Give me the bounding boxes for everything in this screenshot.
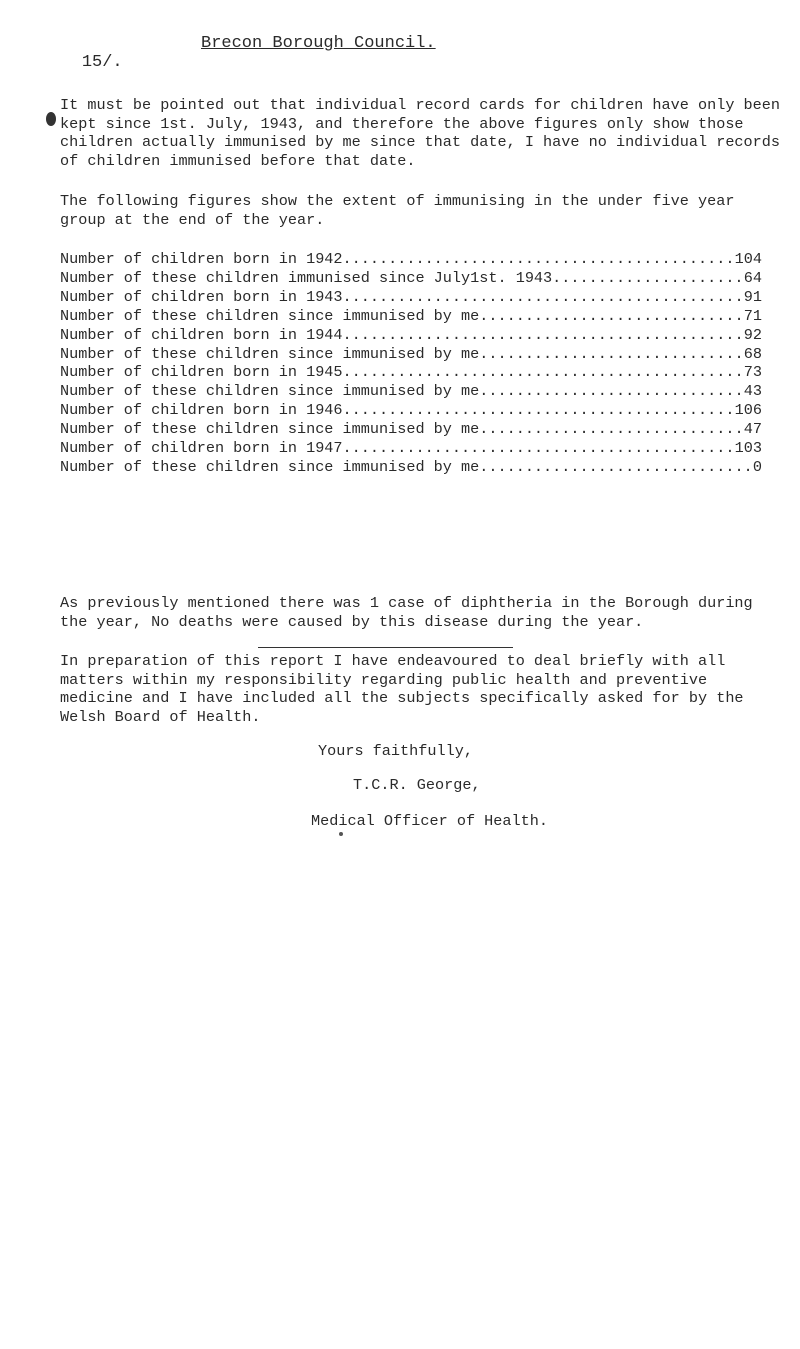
table-row — [60, 401, 762, 420]
council-name: Brecon Borough Council. — [201, 34, 436, 53]
dot-leader — [552, 269, 744, 288]
dot-leader — [479, 458, 753, 477]
row-value: 68 — [743, 344, 762, 363]
paragraph-record-cards: It must be pointed out that individual record cards for children have only been kept since 1st. July, 1943, and therefore the above figures only show those children actually immunised by me since that date, I have no individual records of children immunised before that date. — [60, 96, 781, 170]
paragraph-diphtheria: As previously mentioned there was 1 case of diphtheria in the Borough during the year, No deaths were caused by this disease during the year. — [60, 594, 753, 631]
row-value: 103 — [734, 439, 762, 458]
immunisation-figures-table — [60, 250, 762, 477]
table-row — [60, 269, 762, 288]
table-row — [60, 363, 762, 382]
dot-leader — [343, 326, 744, 345]
row-label: Number of children born in 1942 — [60, 250, 343, 268]
dot-leader — [343, 363, 744, 382]
table-row — [60, 307, 762, 326]
row-label: Number of these children since immunised by me — [60, 306, 480, 325]
table-row — [60, 250, 762, 269]
table-row — [60, 326, 762, 345]
row-label: Number of these children since immunised by me — [60, 382, 480, 401]
paragraph-preparation: In preparation of this report I have endeavoured to deal briefly with all matters within my responsibility regarding public health and preventive medicine and I have included all the subjects specifically asked for by the Welsh Board of Health. — [60, 652, 744, 726]
stray-mark — [339, 832, 343, 836]
row-label: Number of children born in 1945 — [60, 363, 343, 382]
row-label: Number of children born in 1943 — [60, 287, 343, 306]
row-value: 0 — [752, 457, 762, 476]
row-value: 47 — [743, 420, 762, 439]
row-value: 73 — [743, 363, 762, 382]
paragraph-figures-intro: The following figures show the extent of immunising in the under five year group at the end of the year. — [60, 192, 735, 229]
table-row — [60, 288, 762, 307]
table-row — [60, 382, 762, 401]
row-label: Number of these children since immunised by me — [60, 420, 480, 439]
row-value: 106 — [734, 401, 762, 420]
row-label: Number of these children immunised since July1st. 1943 — [60, 268, 553, 287]
row-value: 91 — [743, 287, 762, 306]
section-divider — [258, 647, 513, 648]
signatory-name: T.C.R. George, — [353, 776, 481, 794]
row-label: Number of children born in 1946 — [60, 401, 343, 420]
dot-leader — [479, 307, 744, 326]
page-number: 15/. — [81, 53, 123, 72]
row-value: 43 — [743, 382, 762, 401]
closing-line: Yours faithfully, — [318, 742, 473, 760]
row-label: Number of children born in 1947 — [60, 439, 343, 458]
row-label: Number of children born in 1944 — [60, 325, 343, 344]
row-value: 104 — [734, 250, 762, 268]
dot-leader — [479, 345, 744, 364]
dot-leader — [479, 420, 744, 439]
table-row — [60, 439, 762, 458]
row-value: 92 — [743, 325, 762, 344]
row-label: Number of these children since immunised by me — [60, 457, 480, 476]
table-row — [60, 458, 762, 477]
dot-leader — [343, 439, 735, 458]
table-row — [60, 345, 762, 364]
row-value: 71 — [743, 306, 762, 325]
signatory-title: Medical Officer of Health. — [311, 812, 548, 830]
dot-leader — [479, 382, 744, 401]
table-row — [60, 420, 762, 439]
row-label: Number of these children since immunised by me — [60, 344, 480, 363]
dot-leader — [343, 288, 744, 307]
dot-leader — [343, 250, 735, 269]
punch-hole — [46, 112, 56, 126]
row-value: 64 — [743, 268, 762, 287]
dot-leader — [343, 401, 735, 420]
